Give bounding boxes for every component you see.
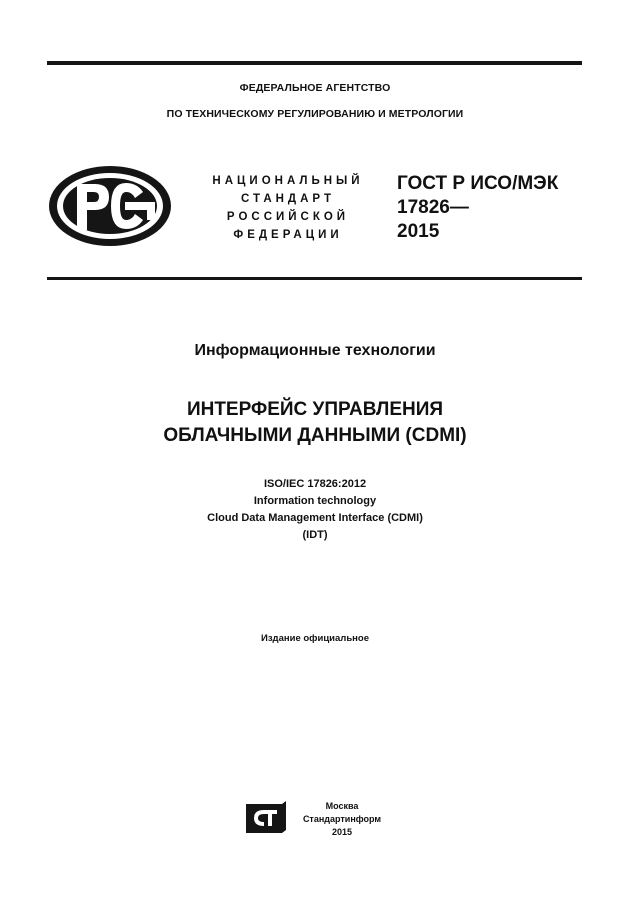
title-line2: ОБЛАЧНЫМИ ДАННЫМИ (CDMI) bbox=[163, 425, 467, 446]
standard-designation bbox=[397, 172, 558, 244]
national-standard-label bbox=[193, 172, 383, 244]
designation-line2: 17826— bbox=[397, 197, 469, 218]
standartinform-logo-icon bbox=[246, 801, 286, 833]
top-rule bbox=[47, 61, 582, 65]
document-title bbox=[0, 397, 630, 449]
designation-line3: 2015 bbox=[397, 221, 440, 242]
iso-title-line1: Information technology bbox=[253, 495, 377, 507]
equivalence-label: (IDT) bbox=[302, 529, 328, 541]
publisher-city: Москва bbox=[325, 801, 359, 811]
publisher-year: 2015 bbox=[331, 827, 353, 837]
edition-label: Издание официальное bbox=[261, 633, 369, 644]
title-line1: ИНТЕРФЕЙС УПРАВЛЕНИЯ bbox=[186, 399, 444, 420]
document-subtitle: Информационные технологии bbox=[194, 342, 436, 359]
agency-name-line2: ПО ТЕХНИЧЕСКОМУ РЕГУЛИРОВАНИЮ И МЕТРОЛОГИИ bbox=[166, 108, 464, 120]
publisher-info bbox=[292, 800, 392, 839]
iso-number: ISO/IEC 17826:2012 bbox=[263, 478, 367, 490]
iso-reference bbox=[0, 476, 630, 527]
gost-r-certification-mark-icon bbox=[47, 164, 173, 248]
national-standard-line1: НАЦИОНАЛЬНЫЙ bbox=[212, 175, 364, 187]
designation-line1: ГОСТ Р ИСО/МЭК bbox=[397, 173, 559, 194]
national-standard-line4: ФЕДЕРАЦИИ bbox=[233, 229, 343, 241]
middle-rule bbox=[47, 277, 582, 280]
iso-title-line2: Cloud Data Management Interface (CDMI) bbox=[207, 512, 423, 524]
national-standard-line3: РОССИЙСКОЙ bbox=[226, 211, 350, 223]
agency-name-line1: ФЕДЕРАЛЬНОЕ АГЕНТСТВО bbox=[239, 82, 391, 94]
national-standard-line2: СТАНДАРТ bbox=[241, 193, 335, 205]
publisher-name: Стандартинформ bbox=[302, 814, 382, 824]
